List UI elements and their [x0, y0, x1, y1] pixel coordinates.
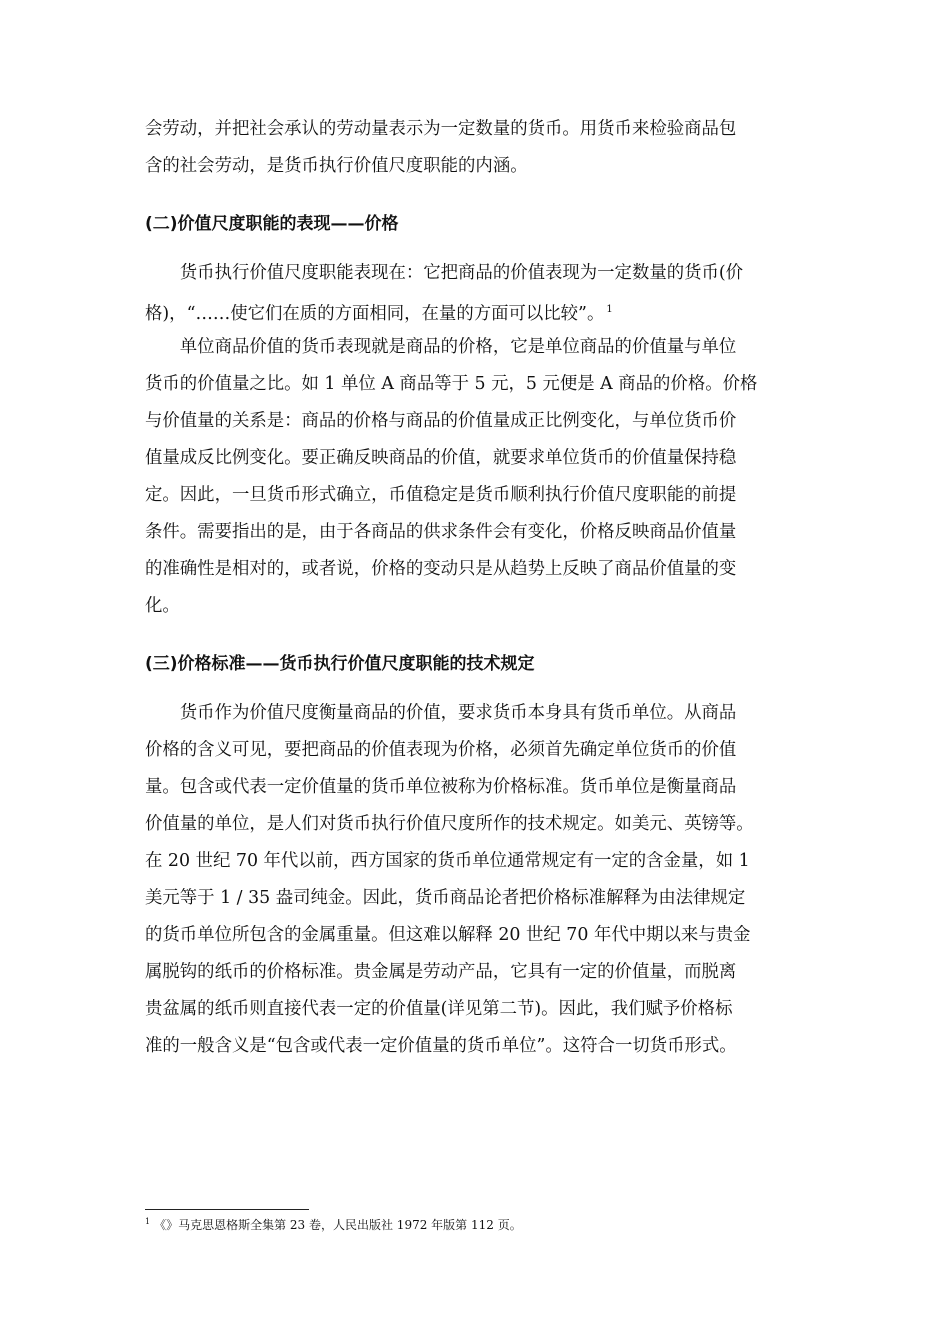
- body-line: 与价值量的关系是：商品的价格与商品的价值量成正比例变化，与单位货币价: [145, 411, 737, 431]
- body-line: 货币作为价值尺度衡量商品的价值，要求货币本身具有货币单位。从商品: [145, 703, 737, 723]
- body-line: 贵盆属的纸币则直接代表一定的价值量(详见第二节)。因此，我们赋予价格标: [145, 999, 733, 1019]
- body-line: 化。: [145, 596, 180, 616]
- body-line: 在 20 世纪 70 年代以前，西方国家的货币单位通常规定有一定的含金量，如 1: [145, 851, 750, 871]
- body-line: 准的一般含义是“包含或代表一定价值量的货币单位”。这符合一切货币形式。: [145, 1036, 737, 1056]
- body-line: 会劳动，并把社会承认的劳动量表示为一定数量的货币。用货币来检验商品包: [145, 119, 737, 139]
- body-line: 值量成反比例变化。要正确反映商品的价值，就要求单位货币的价值量保持稳: [145, 448, 737, 468]
- body-line: 量。包含或代表一定价值量的货币单位被称为价格标准。货币单位是衡量商品: [145, 777, 737, 797]
- footnote: [145, 1214, 522, 1233]
- body-line: 条件。需要指出的是，由于各商品的供求条件会有变化，价格反映商品价值量: [145, 522, 737, 542]
- body-line: 价值量的单位，是人们对货币执行价值尺度所作的技术规定。如美元、英镑等。: [145, 814, 754, 834]
- footnote-mark: 1: [145, 1217, 151, 1226]
- body-line: 属脱钩的纸币的价格标准。贵金属是劳动产品，它具有一定的价值量，而脱离: [145, 962, 737, 982]
- body-line-text: 格)，“……使它们在质的方面相同，在量的方面可以比较”。: [145, 304, 605, 324]
- body-line: 的准确性是相对的，或者说，价格的变动只是从趋势上反映了商品价值量的变: [145, 559, 737, 579]
- body-line: 定。因此，一旦货币形式确立，币值稳定是货币顺利执行价值尺度职能的前提: [145, 485, 737, 505]
- body-line: 的货币单位所包含的金属重量。但这难以解释 20 世纪 70 年代中期以来与贵金: [145, 925, 751, 945]
- footnote-reference[interactable]: 1: [606, 304, 613, 315]
- section-heading: (三)价格标准——货币执行价值尺度职能的技术规定: [145, 654, 535, 674]
- body-line: 价格的含义可见，要把商品的价值表现为价格，必须首先确定单位货币的价值: [145, 740, 737, 760]
- footnote-separator: [145, 1209, 309, 1210]
- body-line: 货币的价值量之比。如 1 单位 A 商品等于 5 元，5 元便是 A 商品的价格。价格: [145, 374, 758, 394]
- section-heading: (二)价值尺度职能的表现——价格: [145, 214, 399, 234]
- body-line: 货币执行价值尺度职能表现在：它把商品的价值表现为一定数量的货币(价: [145, 263, 744, 283]
- body-line: 美元等于 1 / 35 盎司纯金。因此，货币商品论者把价格标准解释为由法律规定: [145, 888, 746, 908]
- body-line: 单位商品价值的货币表现就是商品的价格，它是单位商品的价值量与单位: [145, 337, 737, 357]
- body-line: 含的社会劳动，是货币执行价值尺度职能的内涵。: [145, 156, 528, 176]
- body-line: [145, 299, 613, 325]
- footnote-text: 《》马克思恩格斯全集第 23 卷，人民出版社 1972 年版第 112 页。: [154, 1218, 522, 1232]
